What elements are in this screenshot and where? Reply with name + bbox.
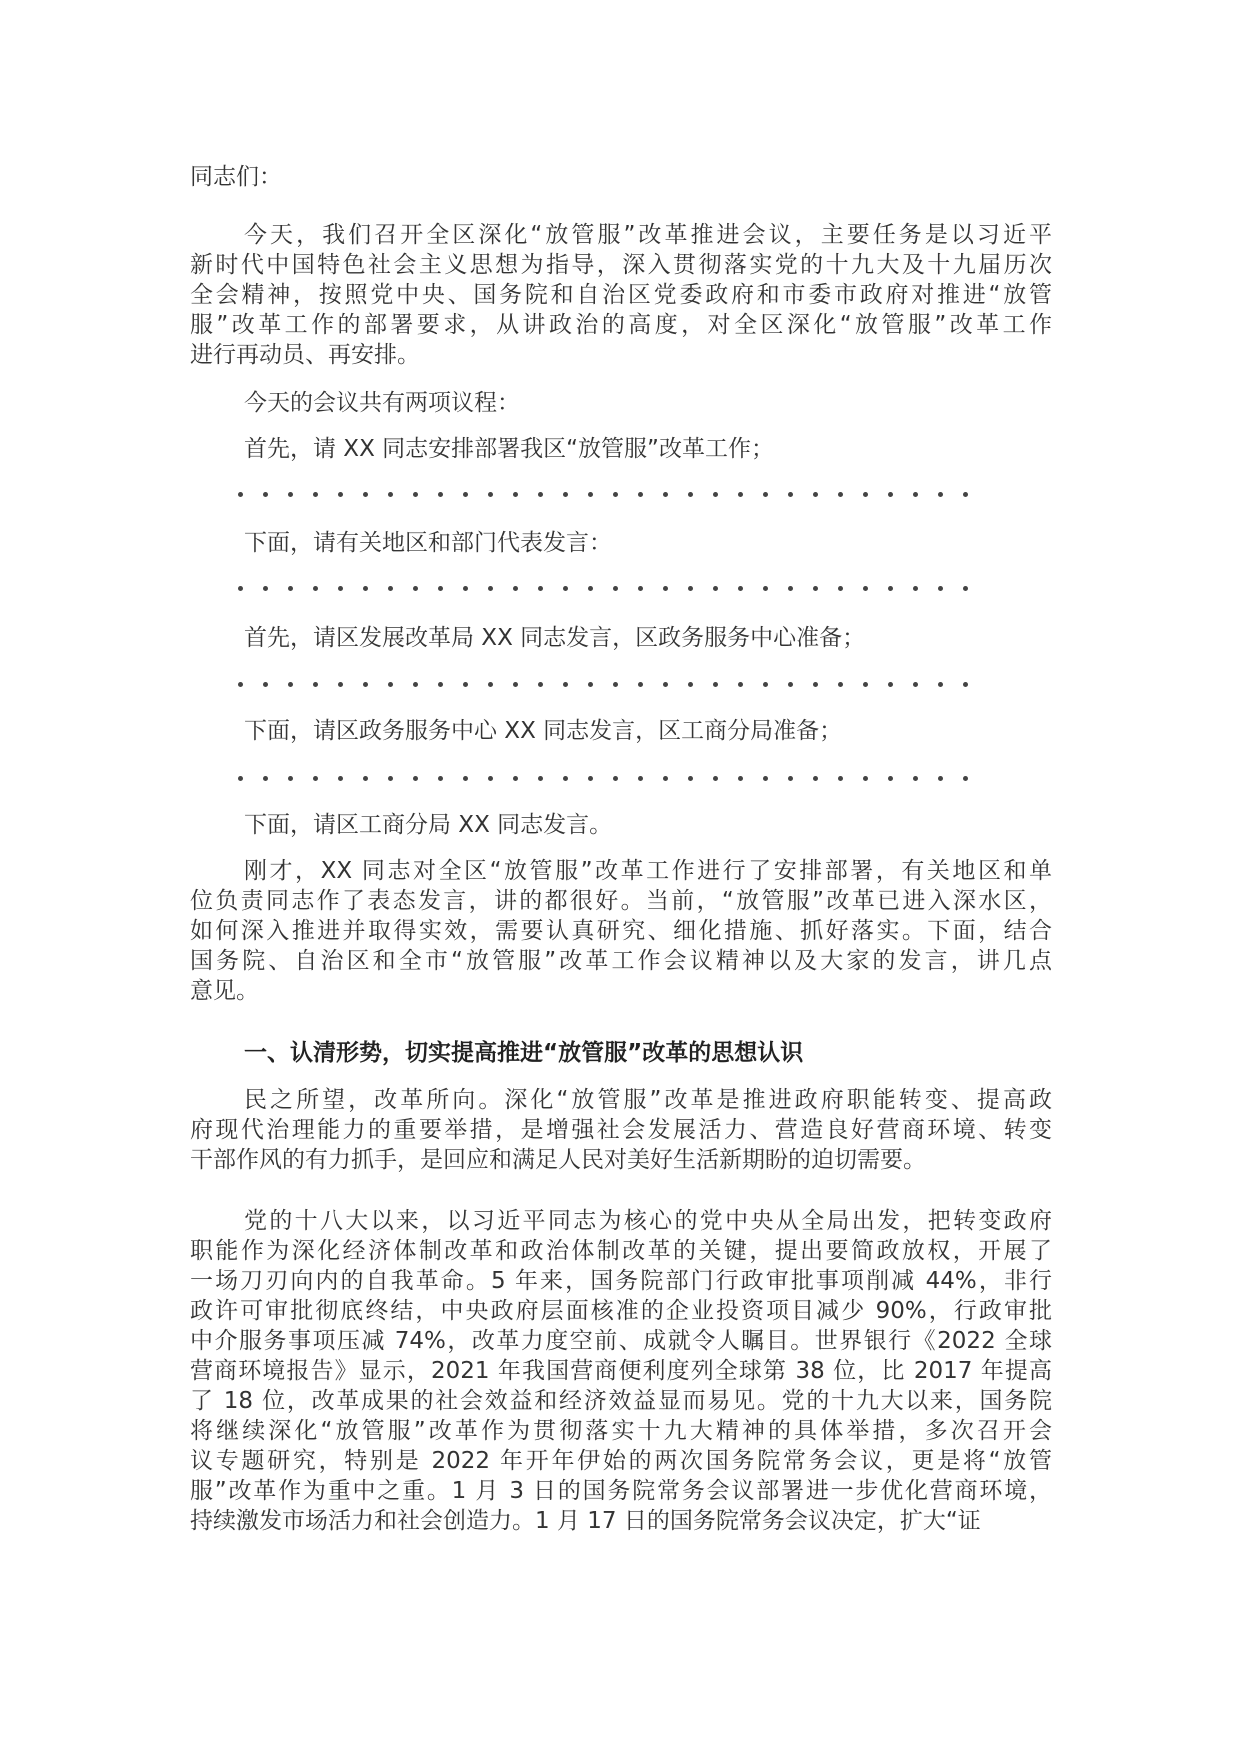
dot-mark [613,586,618,591]
dot-mark [513,492,518,497]
dot-mark [238,776,243,781]
dot-mark [663,776,668,781]
dot-mark [513,586,518,591]
paragraph-section-1-p1 [190,1085,1052,1175]
dot-mark [363,776,368,781]
text-line: 下面，请区政务服务中心 XX 同志发言，区工商分局准备； [244,718,843,744]
dot-mark [363,682,368,687]
text-line: 首先，请区发展改革局 XX 同志发言，区政务服务中心准备； [244,625,866,651]
dot-mark [588,776,593,781]
dot-mark [963,492,968,497]
dot-mark [663,586,668,591]
dot-mark [788,776,793,781]
paragraph-section-1-p2 [190,1206,1052,1536]
dot-mark [538,492,543,497]
dot-mark [538,682,543,687]
dot-mark [938,776,943,781]
dot-mark [263,682,268,687]
dot-mark [788,492,793,497]
text-line: 职能作为深化经济体制改革和政治体制改革的关键，提出要简政放权，开展了 [190,1238,1052,1264]
dot-mark [813,586,818,591]
dot-mark [288,492,293,497]
dot-mark [288,776,293,781]
dot-mark [863,682,868,687]
dot-mark [338,492,343,497]
dot-mark [288,586,293,591]
dot-mark [613,776,618,781]
dot-mark [888,776,893,781]
dot-mark [488,492,493,497]
dot-mark [738,776,743,781]
paragraph-intro [190,220,1052,370]
paragraph-summary [190,856,1052,1006]
dot-mark [938,586,943,591]
dot-mark [588,492,593,497]
text-line: 下面，请有关地区和部门代表发言： [244,530,612,556]
dot-mark [463,776,468,781]
dot-mark [888,492,893,497]
text-line: 一、认清形势，切实提高推进“放管服”改革的思想认识 [244,1040,804,1066]
text-line: 服”改革作为重中之重。1 月 3 日的国务院常务会议部署进一步优化营商环境， [190,1478,1052,1504]
section-heading [190,1038,1052,1068]
dot-mark [763,492,768,497]
text-line: 位负责同志作了表态发言，讲的都很好。当前，“放管服”改革已进入深水区， [190,888,1052,914]
dot-mark [938,492,943,497]
dot-mark [438,776,443,781]
dot-mark [263,776,268,781]
dot-mark [913,682,918,687]
dot-mark [963,776,968,781]
dot-mark [513,682,518,687]
dot-mark [388,776,393,781]
dot-mark [438,492,443,497]
dot-mark [663,682,668,687]
dot-mark [738,586,743,591]
speaker-item-1 [190,623,1052,653]
dot-mark [313,586,318,591]
dot-mark [838,586,843,591]
dot-mark [313,682,318,687]
dot-mark [738,492,743,497]
text-line: 首先，请 XX 同志安排部署我区“放管服”改革工作； [244,436,774,462]
dot-mark [763,776,768,781]
dot-mark [538,586,543,591]
dot-mark [638,682,643,687]
text-line: 进行再动员、再安排。 [190,342,420,368]
dot-mark [313,776,318,781]
dot-mark [938,682,943,687]
dot-mark [288,682,293,687]
text-line: 干部作风的有力抓手，是回应和满足人民对美好生活新期盼的迫切需要。 [190,1147,926,1173]
dot-separator [238,479,968,509]
dot-mark [863,586,868,591]
dot-separator [238,573,968,603]
dot-mark [688,492,693,497]
dot-mark [338,682,343,687]
dot-mark [238,492,243,497]
text-line: 意见。 [190,978,259,1004]
dot-mark [613,492,618,497]
dot-mark [588,682,593,687]
dot-mark [513,776,518,781]
dot-mark [563,682,568,687]
text-line: 中介服务事项压减 74%，改革力度空前、成就令人瞩目。世界银行《2022 全球 [190,1328,1052,1354]
text-line: 服”改革工作的部署要求，从讲政治的高度，对全区深化“放管服”改革工作 [190,312,1052,338]
dot-mark [838,776,843,781]
dot-mark [563,492,568,497]
dot-mark [688,586,693,591]
salutation: 同志们： [190,164,282,190]
paragraph-agenda-intro [190,388,1052,418]
dot-mark [438,682,443,687]
text-line: 将继续深化“放管服”改革作为贯彻落实十九大精神的具体举措，多次召开会 [190,1418,1052,1444]
agenda-item-1 [190,434,1052,464]
dot-mark [813,776,818,781]
dot-separator [238,763,968,793]
text-line: 了 18 位，改革成果的社会效益和经济效益显而易见。党的十九大以来，国务院 [190,1388,1052,1414]
dot-mark [863,776,868,781]
dot-mark [388,492,393,497]
dot-mark [913,492,918,497]
dot-mark [488,586,493,591]
dot-mark [713,492,718,497]
text-line: 国务院、自治区和全市“放管服”改革工作会议精神以及大家的发言，讲几点 [190,948,1052,974]
dot-mark [838,492,843,497]
dot-mark [388,586,393,591]
dot-mark [638,492,643,497]
dot-mark [763,586,768,591]
dot-mark [413,776,418,781]
dot-separator [238,669,968,699]
dot-mark [713,682,718,687]
dot-mark [413,682,418,687]
text-line: 今天的会议共有两项议程： [244,390,520,416]
dot-mark [363,492,368,497]
text-line: 党的十八大以来，以习近平同志为核心的党中央从全局出发，把转变政府 [244,1208,1052,1234]
dot-mark [763,682,768,687]
dot-mark [488,776,493,781]
dot-mark [788,682,793,687]
speaker-item-3 [190,810,1052,840]
dot-mark [688,682,693,687]
text-line: 刚才，XX 同志对全区“放管服”改革工作进行了安排部署，有关地区和单 [244,858,1052,884]
dot-mark [563,776,568,781]
text-line: 营商环境报告》显示，2021 年我国营商便利度列全球第 38 位，比 2017 年提高 [190,1358,1052,1384]
dot-mark [313,492,318,497]
dot-mark [538,776,543,781]
dot-mark [738,682,743,687]
dot-mark [563,586,568,591]
dot-mark [888,586,893,591]
dot-mark [463,682,468,687]
speaker-item-2 [190,716,1052,746]
dot-mark [713,586,718,591]
dot-mark [263,586,268,591]
dot-mark [463,492,468,497]
dot-mark [913,586,918,591]
text-line: 今天，我们召开全区深化“放管服”改革推进会议，主要任务是以习近平 [244,222,1052,248]
dot-mark [338,776,343,781]
dot-mark [813,492,818,497]
dot-mark [613,682,618,687]
dot-mark [888,682,893,687]
dot-mark [813,682,818,687]
dot-mark [913,776,918,781]
dot-mark [463,586,468,591]
dot-mark [838,682,843,687]
text-line: 如何深入推进并取得实效，需要认真研究、细化措施、抓好落实。下面，结合 [190,918,1052,944]
dot-mark [963,586,968,591]
dot-mark [688,776,693,781]
dot-mark [638,586,643,591]
dot-mark [963,682,968,687]
dot-mark [263,492,268,497]
text-line: 持续激发市场活力和社会创造力。1 月 17 日的国务院常务会议决定，扩大“证 [190,1508,981,1534]
agenda-item-2 [190,528,1052,558]
text-line: 议专题研究，特别是 2022 年开年伊始的两次国务院常务会议，更是将“放管 [190,1448,1052,1474]
text-line: 全会精神，按照党中央、国务院和自治区党委政府和市委市政府对推进“放管 [190,282,1052,308]
dot-mark [238,682,243,687]
text-line: 下面，请区工商分局 XX 同志发言。 [244,812,613,838]
dot-mark [238,586,243,591]
dot-mark [663,492,668,497]
dot-mark [638,776,643,781]
dot-mark [713,776,718,781]
dot-mark [413,586,418,591]
text-line: 政许可审批彻底终结，中央政府层面核准的企业投资项目减少 90%，行政审批 [190,1298,1052,1324]
dot-mark [863,492,868,497]
text-line: 府现代治理能力的重要举措，是增强社会发展活力、营造良好营商环境、转变 [190,1117,1052,1143]
dot-mark [388,682,393,687]
dot-mark [413,492,418,497]
dot-mark [438,586,443,591]
dot-mark [588,586,593,591]
dot-mark [363,586,368,591]
dot-mark [338,586,343,591]
text-line: 民之所望，改革所向。深化“放管服”改革是推进政府职能转变、提高政 [244,1087,1052,1113]
dot-mark [488,682,493,687]
text-line: 一场刀刃向内的自我革命。5 年来，国务院部门行政审批事项削减 44%，非行 [190,1268,1052,1294]
dot-mark [788,586,793,591]
text-line: 新时代中国特色社会主义思想为指导，深入贯彻落实党的十九大及十九届历次 [190,252,1052,278]
